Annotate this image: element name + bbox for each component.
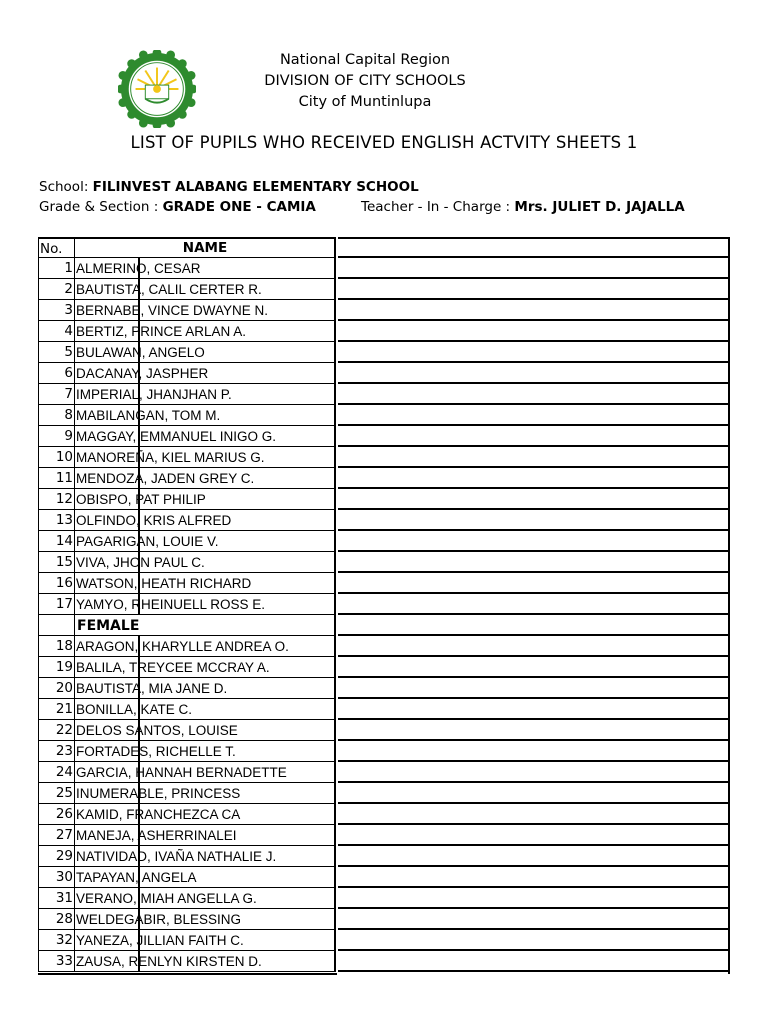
pupil-name: BULAWAN, ANGELO — [74, 342, 336, 363]
pupil-name: IMPERIAL, JHANJHAN P. — [74, 384, 336, 405]
signature-cell — [338, 762, 729, 783]
pupil-name: VIVA, JHON PAUL C. — [74, 552, 336, 573]
pupil-number: 14 — [38, 531, 74, 552]
grid-line — [138, 258, 140, 279]
grid-line — [138, 762, 140, 783]
pupil-name: WELDEGABIR, BLESSING — [74, 909, 336, 930]
pupil-number: 3 — [38, 300, 74, 321]
grid-line — [138, 888, 140, 909]
pupil-name: MANEJA, ASHERRINALEI — [74, 825, 336, 846]
pupil-name: DELOS SANTOS, LOUISE — [74, 720, 336, 741]
signature-cell — [338, 510, 729, 531]
pupil-name: MENDOZA, JADEN GREY C. — [74, 468, 336, 489]
school-seal-logo — [118, 50, 196, 128]
grid-line — [138, 363, 140, 384]
signature-cell — [338, 342, 729, 363]
pupil-number: 2 — [38, 279, 74, 300]
pupil-name: MAGGAY, EMMANUEL INIGO G. — [74, 426, 336, 447]
signature-cell — [338, 552, 729, 573]
grade-section-info — [39, 199, 316, 215]
pupil-name: YAMYO, RHEINUELL ROSS E. — [74, 594, 336, 615]
grid-line — [138, 405, 140, 426]
pupil-name: PAGARIGAN, LOUIE V. — [74, 531, 336, 552]
grid-line — [138, 279, 140, 300]
grid-line — [138, 720, 140, 741]
grade-label: Grade & Section : — [39, 199, 159, 215]
grid-line — [138, 552, 140, 573]
signature-cell — [338, 615, 729, 636]
signature-cell — [338, 909, 729, 930]
grid-line — [138, 867, 140, 888]
pupil-number: 21 — [38, 699, 74, 720]
pupil-number: 30 — [38, 867, 74, 888]
signature-cell — [338, 636, 729, 657]
pupil-name: BAUTISTA, CALIL CERTER R. — [74, 279, 336, 300]
grid-line — [138, 699, 140, 720]
signature-cell — [338, 699, 729, 720]
pupil-name: BERTIZ, PRINCE ARLAN A. — [74, 321, 336, 342]
pupil-number: 7 — [38, 384, 74, 405]
grid-line — [138, 930, 140, 951]
school-info — [39, 179, 419, 195]
pupil-name: BAUTISTA, MIA JANE D. — [74, 678, 336, 699]
school-value: FILINVEST ALABANG ELEMENTARY SCHOOL — [92, 179, 419, 195]
document-title: LIST OF PUPILS WHO RECEIVED ENGLISH ACTVITY SHEETS 1 — [130, 133, 638, 152]
city-heading: City of Muntinlupa — [298, 94, 432, 110]
female-section-label: FEMALE — [74, 615, 336, 636]
signature-cell — [338, 258, 729, 279]
signature-cell — [338, 321, 729, 342]
pupil-number: 28 — [38, 909, 74, 930]
pupil-number: 18 — [38, 636, 74, 657]
pupil-name: TAPAYAN, ANGELA — [74, 867, 336, 888]
pupil-name: KAMID, FRANCHEZCA CA — [74, 804, 336, 825]
pupil-name: BONILLA, KATE C. — [74, 699, 336, 720]
signature-cell — [338, 951, 729, 972]
pupil-name: VERANO, MIAH ANGELLA G. — [74, 888, 336, 909]
signature-cell — [338, 279, 729, 300]
division-heading: DIVISION OF CITY SCHOOLS — [264, 73, 466, 89]
signature-cell — [338, 573, 729, 594]
grid-line — [138, 846, 140, 867]
grid-line — [138, 447, 140, 468]
grid-line — [138, 384, 140, 405]
pupil-number: 25 — [38, 783, 74, 804]
teacher-info — [361, 199, 685, 215]
signature-cell — [338, 846, 729, 867]
signature-cell — [338, 804, 729, 825]
grid-line — [138, 426, 140, 447]
signature-cell — [338, 720, 729, 741]
pupil-number: 15 — [38, 552, 74, 573]
signature-cell — [338, 594, 729, 615]
signature-cell — [338, 888, 729, 909]
grid-line — [138, 342, 140, 363]
grid-line — [138, 678, 140, 699]
pupil-number: 13 — [38, 510, 74, 531]
pupil-number: 4 — [38, 321, 74, 342]
pupil-number: 17 — [38, 594, 74, 615]
grid-line — [138, 951, 140, 972]
pupil-name: OLFINDO, KRIS ALFRED — [74, 510, 336, 531]
grade-value: GRADE ONE - CAMIA — [162, 199, 316, 215]
signature-cell — [338, 405, 729, 426]
pupil-name: DACANAY, JASPHER — [74, 363, 336, 384]
pupil-number: 16 — [38, 573, 74, 594]
pupil-number: 12 — [38, 489, 74, 510]
pupil-name: ZAUSA, RENLYN KIRSTEN D. — [74, 951, 336, 972]
pupil-name: GARCIA, HANNAH BERNADETTE — [74, 762, 336, 783]
pupil-name: YANEZA, JILLIAN FAITH C. — [74, 930, 336, 951]
pupil-name: FORTADES, RICHELLE T. — [74, 741, 336, 762]
pupil-number — [38, 615, 74, 636]
pupil-number: 19 — [38, 657, 74, 678]
signature-cell — [338, 300, 729, 321]
pupil-number: 23 — [38, 741, 74, 762]
pupil-name: BALILA, TREYCEE MCCRAY A. — [74, 657, 336, 678]
grid-line — [138, 300, 140, 321]
grid-line — [138, 804, 140, 825]
pupil-number: 32 — [38, 930, 74, 951]
grid-line — [138, 321, 140, 342]
grid-line — [138, 657, 140, 678]
grid-line — [138, 594, 140, 615]
pupil-number: 27 — [38, 825, 74, 846]
pupil-number: 6 — [38, 363, 74, 384]
pupil-name: MANOREÑA, KIEL MARIUS G. — [74, 447, 336, 468]
column-header-no: No. — [38, 237, 74, 258]
signature-cell — [338, 783, 729, 804]
signature-cell — [338, 384, 729, 405]
teacher-label: Teacher - In - Charge : — [361, 199, 511, 215]
signature-cell — [338, 489, 729, 510]
signature-cell — [338, 447, 729, 468]
pupil-number: 10 — [38, 447, 74, 468]
pupil-number: 24 — [38, 762, 74, 783]
pupil-number: 33 — [38, 951, 74, 972]
pupil-number: 22 — [38, 720, 74, 741]
pupil-name: INUMERABLE, PRINCESS — [74, 783, 336, 804]
grid-line — [138, 489, 140, 510]
grid-line — [138, 510, 140, 531]
pupil-name: OBISPO, PAT PHILIP — [74, 489, 336, 510]
signature-cell — [338, 657, 729, 678]
grid-line — [138, 783, 140, 804]
pupil-name: BERNABE, VINCE DWAYNE N. — [74, 300, 336, 321]
signature-cell — [338, 237, 729, 258]
signature-cell — [338, 426, 729, 447]
pupil-number: 20 — [38, 678, 74, 699]
signature-cell — [338, 930, 729, 951]
signature-cell — [338, 363, 729, 384]
table-right-border — [728, 237, 730, 974]
pupil-number: 29 — [38, 846, 74, 867]
grid-line — [138, 468, 140, 489]
column-header-name: NAME — [74, 237, 336, 258]
pupil-number: 8 — [38, 405, 74, 426]
signature-cell — [338, 825, 729, 846]
pupil-number: 31 — [38, 888, 74, 909]
pupil-number: 11 — [38, 468, 74, 489]
pupil-number: 9 — [38, 426, 74, 447]
table-bottom-border — [38, 973, 337, 975]
grid-line — [138, 531, 140, 552]
signature-cell — [338, 531, 729, 552]
region-heading: National Capital Region — [279, 52, 451, 68]
pupil-name: WATSON, HEATH RICHARD — [74, 573, 336, 594]
grid-line — [138, 636, 140, 657]
grid-line — [138, 573, 140, 594]
pupil-number: 5 — [38, 342, 74, 363]
signature-cell — [338, 741, 729, 762]
pupil-number: 26 — [38, 804, 74, 825]
pupil-name: MABILANGAN, TOM M. — [74, 405, 336, 426]
signature-cell — [338, 678, 729, 699]
grid-line — [138, 741, 140, 762]
pupil-name: ARAGON, KHARYLLE ANDREA O. — [74, 636, 336, 657]
grid-line — [138, 909, 140, 930]
signature-cell — [338, 468, 729, 489]
grid-line — [138, 825, 140, 846]
pupil-number: 1 — [38, 258, 74, 279]
pupil-name: NATIVIDAD, IVAÑA NATHALIE J. — [74, 846, 336, 867]
signature-cell — [338, 867, 729, 888]
pupil-name: ALMERINO, CESAR — [74, 258, 336, 279]
school-label: School: — [39, 179, 89, 195]
teacher-value: Mrs. JULIET D. JAJALLA — [514, 199, 685, 215]
